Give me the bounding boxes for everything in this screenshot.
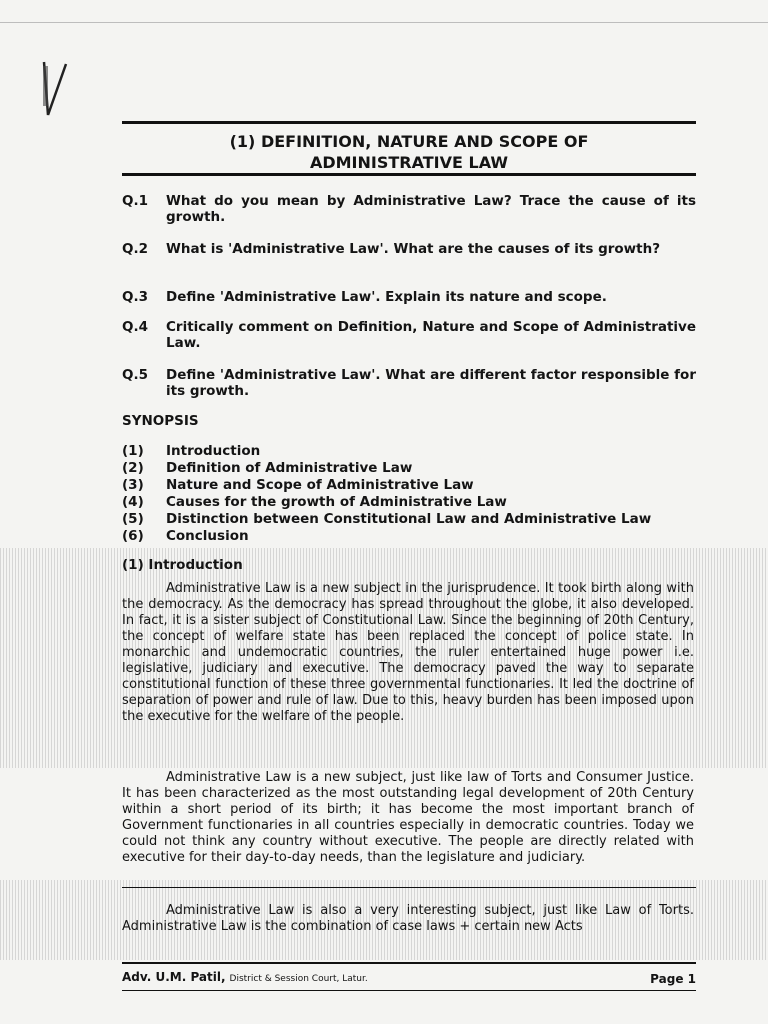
title-rule-top: [122, 121, 696, 124]
synopsis-item: [122, 494, 696, 511]
question-number: Q.1: [122, 193, 148, 209]
synopsis-item-text: Causes for the growth of Administrative Law: [166, 494, 507, 510]
question-number: Q.2: [122, 241, 148, 257]
synopsis-item-number: (1): [122, 443, 144, 459]
question-text: What is 'Administrative Law'. What are the causes of its growth?: [166, 241, 661, 257]
question-text: Define 'Administrative Law'. Explain its nature and scope.: [166, 289, 607, 305]
chapter-title: [122, 131, 696, 173]
intro-paragraph-1: Administrative Law is a new subject in the jurisprudence. It took birth along with the democracy. As the democracy has spread throughout the globe, it also developed. In fact, it is a sister subject of Constitutional Law. Since the beginning of 20th Century, the concept of welfare state has been replaced the concept of police state. In monarchic and undemocratic countries, the ruler entertained huge power i.e. legislative, judiciary and executive. The democracy paved the way to separate constitutional function of these three governmental functionaries. It led the doctrine of separation of power and rule of law. Due to this, heavy burden has been imposed upon the executive for the welfare of the people.: [122, 581, 694, 724]
chapter-title-line1: (1) DEFINITION, NATURE AND SCOPE OF: [229, 132, 589, 151]
synopsis-heading: SYNOPSIS: [122, 413, 199, 429]
synopsis-item-number: (3): [122, 477, 144, 493]
question-2: [122, 241, 696, 257]
synopsis-item: [122, 460, 696, 477]
intro-paragraph-2: Administrative Law is a new subject, just like law of Torts and Consumer Justice. It has been characterized as the most outstanding legal development of 20th Century within a short period of its birth; it has become the most important branch of Government functionaries in all countries especially in democratic countries. Today we could not think any country without executive. The people are directly related with executive for their day-to-day needs, than the legislature and judiciary.: [122, 770, 694, 865]
scan-mark-icon: [40, 60, 70, 120]
synopsis-item: [122, 528, 696, 545]
title-rule-bottom: [122, 173, 696, 176]
footer-author-block: [122, 970, 368, 984]
question-4: [122, 319, 696, 351]
synopsis-item: [122, 511, 696, 528]
synopsis-item-number: (4): [122, 494, 144, 510]
synopsis-list: [122, 443, 696, 545]
synopsis-item-text: Definition of Administrative Law: [166, 460, 413, 476]
question-text: Critically comment on Definition, Nature and Scope of Administrative Law.: [166, 319, 696, 351]
scan-edge-line: [0, 22, 768, 23]
question-3: [122, 289, 696, 305]
question-1: [122, 193, 696, 225]
synopsis-item: [122, 443, 696, 460]
synopsis-item-number: (5): [122, 511, 144, 527]
intro-paragraph-3: Administrative Law is also a very interesting subject, just like Law of Torts. Administrative Law is the combination of case laws + certain new Acts: [122, 903, 694, 934]
question-text: What do you mean by Administrative Law? Trace the cause of its growth.: [166, 193, 696, 225]
page-divider: [122, 887, 696, 888]
synopsis-item-text: Nature and Scope of Administrative Law: [166, 477, 474, 493]
synopsis-item-text: Conclusion: [166, 528, 249, 544]
synopsis-item: [122, 477, 696, 494]
footer-author: Adv. U.M. Patil,: [122, 970, 226, 984]
question-number: Q.5: [122, 367, 148, 383]
intro-heading: (1) Introduction: [122, 557, 243, 573]
question-number: Q.3: [122, 289, 148, 305]
page-number: Page 1: [650, 972, 696, 986]
question-5: [122, 367, 696, 399]
synopsis-item-number: (2): [122, 460, 144, 476]
chapter-title-line2: ADMINISTRATIVE LAW: [309, 153, 509, 172]
synopsis-item-text: Distinction between Constitutional Law and Administrative Law: [166, 511, 652, 527]
footer-rule-bottom: [122, 990, 696, 991]
synopsis-item-text: Introduction: [166, 443, 261, 459]
question-text: Define 'Administrative Law'. What are different factor responsible for its growth.: [166, 367, 696, 399]
footer-rule: [122, 962, 696, 964]
footer-court: District & Session Court, Latur.: [229, 974, 368, 984]
synopsis-item-number: (6): [122, 528, 144, 544]
question-number: Q.4: [122, 319, 148, 335]
